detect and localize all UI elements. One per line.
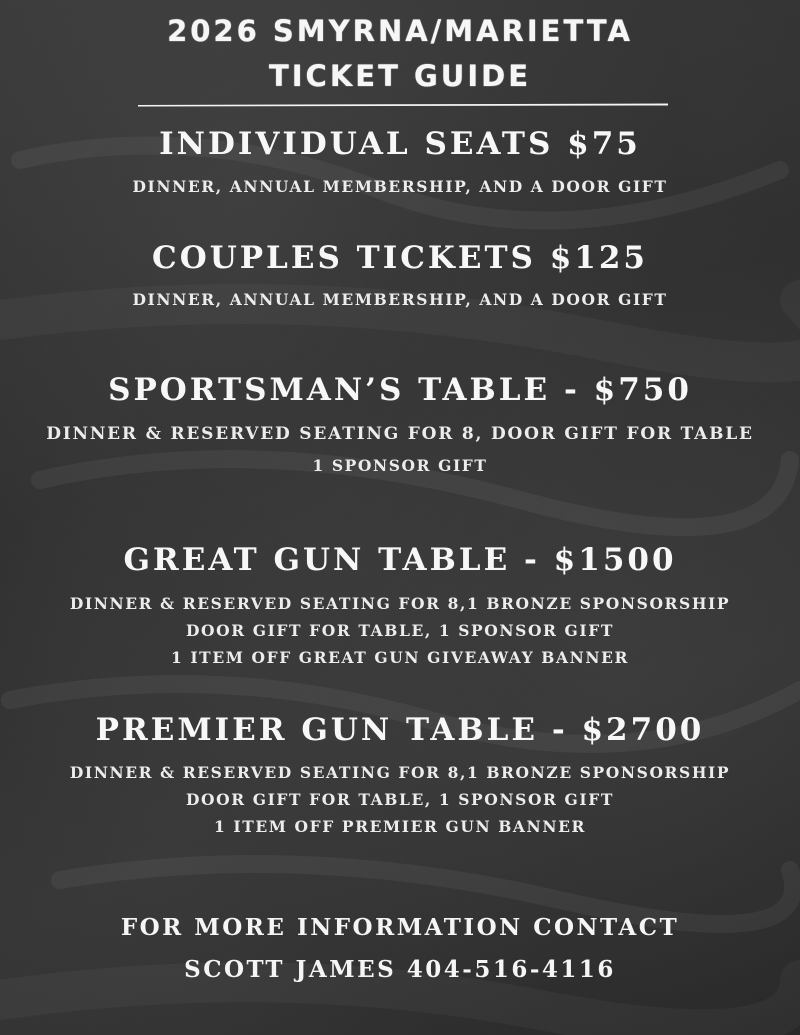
tier-heading-great-gun: GREAT GUN TABLE - $1500 <box>123 542 677 578</box>
tier-detail-premier-gun-3: 1 ITEM OFF PREMIER GUN BANNER <box>214 817 586 836</box>
tier-detail-sportsmans-2: 1 SPONSOR GIFT <box>312 456 488 475</box>
title-line-2: TICKET GUIDE <box>268 59 532 93</box>
contact-line-2: SCOTT JAMES 404-516-4116 <box>184 956 616 983</box>
tier-heading-sportsmans: SPORTSMAN’S TABLE - $750 <box>108 372 692 408</box>
tier-detail-premier-gun-1: DINNER & RESERVED SEATING FOR 8,1 BRONZE SPONSORSHIP <box>69 763 731 782</box>
title-line-1: 2026 SMYRNA/MARIETTA <box>167 14 633 48</box>
title-underline <box>138 102 668 107</box>
tier-detail-great-gun-3: 1 ITEM OFF GREAT GUN GIVEAWAY BANNER <box>170 648 630 667</box>
tier-detail-individual: DINNER, ANNUAL MEMBERSHIP, AND A DOOR GIFT <box>132 177 668 196</box>
tier-detail-sportsmans-1: DINNER & RESERVED SEATING FOR 8, DOOR GIFT FOR TABLE <box>46 424 754 444</box>
contact-line-1: FOR MORE INFORMATION CONTACT <box>120 914 680 941</box>
tier-heading-couples: COUPLES TICKETS $125 <box>152 240 648 276</box>
tier-detail-premier-gun-2: DOOR GIFT FOR TABLE, 1 SPONSOR GIFT <box>186 790 614 809</box>
tier-detail-couples: DINNER, ANNUAL MEMBERSHIP, AND A DOOR GIFT <box>132 290 668 309</box>
tier-heading-premier-gun: PREMIER GUN TABLE - $2700 <box>95 712 705 748</box>
tier-detail-great-gun-1: DINNER & RESERVED SEATING FOR 8,1 BRONZE SPONSORSHIP <box>69 594 731 613</box>
tier-detail-great-gun-2: DOOR GIFT FOR TABLE, 1 SPONSOR GIFT <box>186 621 614 640</box>
tier-heading-individual: INDIVIDUAL SEATS $75 <box>159 126 641 162</box>
